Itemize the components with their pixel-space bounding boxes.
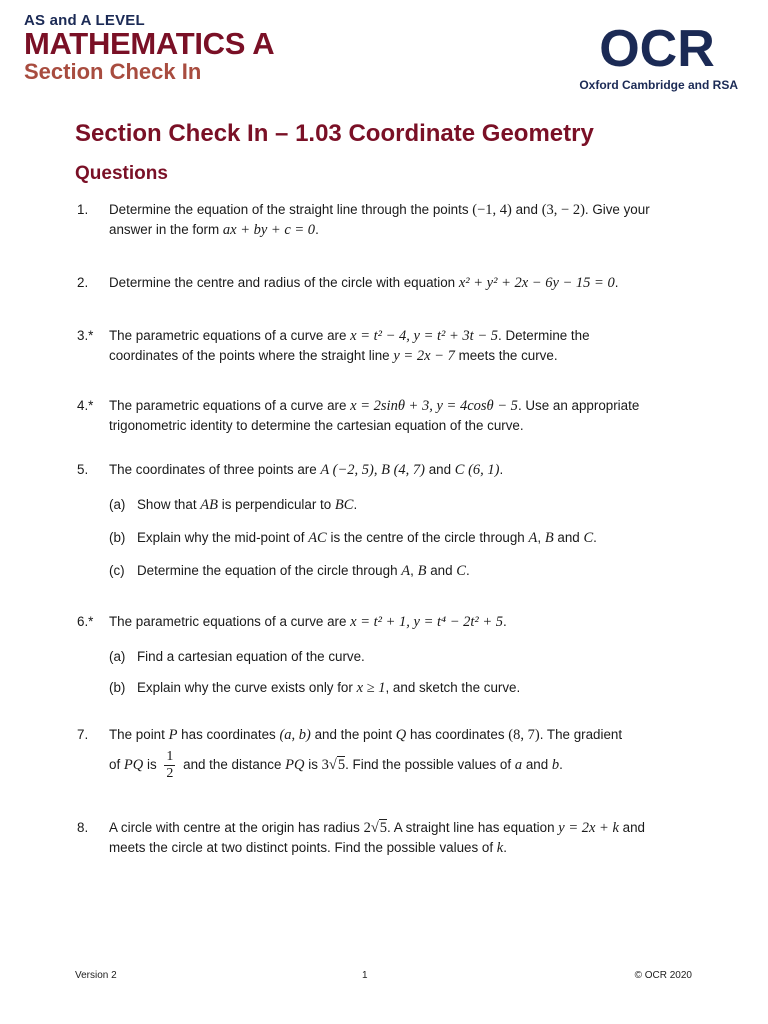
header-level: AS and A LEVEL — [24, 12, 145, 29]
page-title: Section Check In – 1.03 Coordinate Geometry — [75, 120, 594, 147]
math-expression: (a, b) — [279, 727, 311, 743]
q-text: Find a cartesian equation of the curve. — [137, 649, 365, 664]
q-text: . — [503, 614, 507, 629]
surd-coefficient: 3 — [321, 757, 329, 774]
q-text: is — [146, 757, 157, 773]
q-text: . — [353, 497, 358, 512]
q-text: and the point — [314, 727, 393, 742]
q-text: . Determine the — [498, 328, 590, 343]
q-text: answer in the form — [109, 222, 220, 237]
math-expression: k — [496, 840, 504, 856]
question-5c — [109, 561, 709, 581]
question-number: 6.* — [77, 614, 94, 629]
q-text: . — [315, 222, 319, 237]
q-text: The parametric equations of a curve are — [109, 398, 347, 413]
surd: 2√5 — [363, 820, 388, 836]
question-5b — [109, 528, 709, 548]
math-expression: x = 2sinθ + 3, y = 4cosθ − 5 — [350, 398, 518, 414]
q-text: . — [499, 462, 504, 477]
q-text: , and sketch the curve. — [385, 680, 521, 695]
point-2: (3, − 2) — [541, 202, 585, 218]
math-expression: Q — [395, 727, 407, 743]
q-text: . — [614, 275, 619, 290]
math-expression: x ≥ 1 — [356, 680, 386, 696]
q-text: coordinates of the points where the straight line — [109, 348, 390, 363]
ocr-logo — [576, 20, 738, 90]
question-number: 5. — [77, 462, 89, 477]
question-6a — [109, 647, 709, 666]
q-text: and — [428, 462, 452, 477]
q-text: The coordinates of three points are — [109, 462, 317, 477]
q-text: and — [515, 202, 538, 217]
header-branding — [24, 12, 274, 85]
q-text: The parametric equations of a curve are — [109, 328, 347, 343]
footer-page-number: 1 — [362, 970, 368, 981]
q-text: Determine the equation of the circle through — [137, 563, 398, 578]
q-text: Explain why the curve exists only for — [137, 680, 353, 695]
q-text: is — [308, 757, 318, 773]
q-text: Show that — [137, 497, 197, 512]
q-text: The parametric equations of a curve are — [109, 614, 347, 629]
part-label: (c) — [109, 563, 125, 578]
q-text: . — [593, 530, 597, 545]
q-text: of — [109, 757, 121, 773]
q-text: . — [503, 840, 507, 855]
math-expression: (8, 7) — [508, 727, 540, 743]
fraction-numerator: 1 — [166, 749, 174, 764]
math-expression: C — [456, 563, 466, 579]
math-expression: AB — [200, 497, 219, 513]
part-label: (b) — [109, 530, 126, 545]
math-expression: PQ — [285, 757, 305, 774]
surd-radicand: 5 — [337, 757, 346, 774]
q-text: Determine the centre and radius of the circle with equation — [109, 275, 456, 290]
question-7 — [75, 725, 715, 782]
q-text: , — [537, 530, 542, 545]
math-expression: BC — [334, 497, 354, 513]
surd-radicand: 5 — [379, 820, 388, 836]
math-expression: x = t² + 1, y = t⁴ − 2t² + 5 — [350, 614, 504, 630]
math-expression: PQ — [123, 757, 144, 774]
q-text: . Find the possible values of — [345, 757, 512, 773]
q-text: , — [410, 563, 414, 578]
question-number: 1. — [77, 202, 89, 217]
math-expression: A (−2, 5), B (4, 7) — [320, 462, 425, 478]
math-expression: y = 2x − 7 — [393, 348, 455, 364]
question-number: 2. — [77, 275, 89, 290]
section-heading: Questions — [75, 163, 168, 184]
question-2 — [75, 273, 715, 293]
ocr-logo-mark — [576, 20, 738, 76]
q-text: and — [430, 563, 453, 578]
surd: 3√5 — [321, 757, 346, 774]
q-text: trigonometric identity to determine the cartesian equation of the curve. — [109, 418, 524, 433]
question-6 — [75, 612, 715, 632]
question-number: 8. — [77, 820, 89, 835]
question-number: 7. — [77, 727, 89, 742]
point-1: (−1, 4) — [472, 202, 512, 218]
q-text: meets the curve. — [458, 348, 558, 363]
question-6b — [109, 678, 709, 698]
q-text: and — [622, 820, 645, 835]
math-expression: B — [544, 530, 554, 546]
part-label: (b) — [109, 680, 126, 695]
surd-coefficient: 2 — [363, 820, 371, 836]
math-expression: A — [528, 530, 538, 546]
question-5 — [75, 460, 715, 480]
question-number: 3.* — [77, 328, 94, 343]
math-expression: x² + y² + 2x − 6y − 15 = 0 — [458, 275, 615, 291]
ocr-logo-text: OCR — [599, 20, 715, 76]
fraction-denominator: 2 — [166, 766, 174, 781]
q-text: The point — [109, 727, 165, 742]
question-8 — [75, 818, 715, 858]
math-expression: P — [168, 727, 178, 743]
math-expression: AC — [308, 530, 327, 546]
q-text: Explain why the mid-point of — [137, 530, 305, 545]
question-number: 4.* — [77, 398, 94, 413]
question-1 — [75, 200, 715, 240]
q-text: . A straight line has equation — [387, 820, 555, 835]
ocr-logo-tagline: Oxford Cambridge and RSA — [579, 78, 738, 92]
q-text: and — [557, 530, 580, 545]
header-subject: MATHEMATICS A — [24, 26, 275, 61]
math-expression: ax + by + c = 0 — [222, 222, 316, 238]
q-text: is the centre of the circle through — [330, 530, 525, 545]
part-label: (a) — [109, 649, 126, 664]
math-expression: y = 2x + k — [558, 820, 619, 836]
q-text: Determine the equation of the straight line through the points — [109, 202, 469, 217]
math-expression: A — [401, 563, 411, 579]
footer-version: Version 2 — [75, 970, 117, 981]
math-expression: b — [551, 757, 560, 774]
question-4 — [75, 396, 715, 435]
q-text: . The gradient — [539, 727, 623, 742]
q-text: . — [465, 563, 470, 578]
part-label: (a) — [109, 497, 126, 512]
q-text: . Give your — [584, 202, 650, 217]
math-expression: C — [583, 530, 594, 546]
math-expression: x = t² − 4, y = t² + 3t − 5 — [350, 328, 498, 344]
q-text: . Use an appropriate — [517, 398, 640, 413]
q-text: is perpendicular to — [221, 497, 332, 512]
q-text: and — [525, 757, 549, 773]
header-resource: Section Check In — [24, 59, 202, 84]
question-5a — [109, 495, 709, 515]
fraction — [164, 749, 175, 782]
question-3 — [75, 326, 715, 366]
q-text: A circle with centre at the origin has radius — [109, 820, 360, 835]
q-text: . — [559, 757, 563, 773]
q-text: has coordinates — [181, 727, 276, 742]
q-text: meets the circle at two distinct points. Find the possible values of — [109, 840, 494, 855]
q-text: and the distance — [183, 757, 282, 773]
math-expression: C (6, 1) — [454, 462, 500, 478]
footer-copyright: © OCR 2020 — [634, 970, 692, 981]
math-expression: a — [514, 757, 523, 774]
q-text: has coordinates — [410, 727, 505, 742]
math-expression: B — [417, 563, 427, 579]
